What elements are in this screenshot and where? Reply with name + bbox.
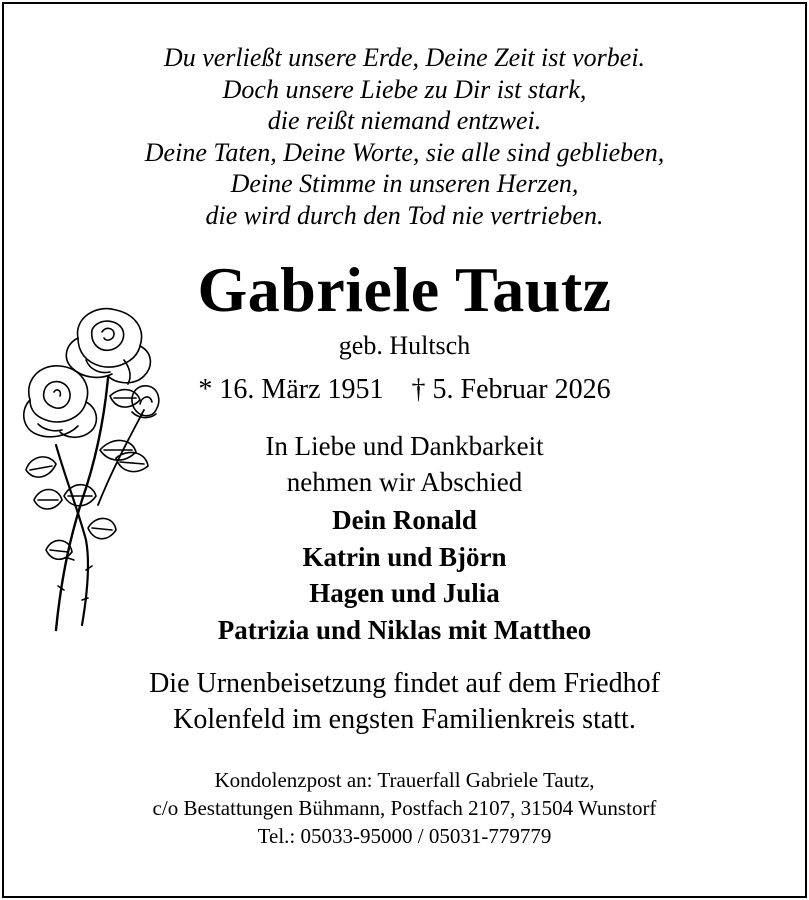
rose-illustration-icon bbox=[16, 300, 174, 640]
deceased-name: Gabriele Tautz bbox=[197, 254, 612, 325]
mourner: Hagen und Julia bbox=[309, 578, 500, 608]
farewell-line: nehmen wir Abschied bbox=[286, 467, 523, 497]
mourner: Katrin und Björn bbox=[302, 541, 507, 572]
burial-line: Die Urnenbeisetzung findet auf dem Friedhof bbox=[149, 668, 660, 699]
mourner: Dein Ronald bbox=[332, 505, 477, 535]
contact-line: c/o Bestattungen Bühmann, Postfach 2107, 31504 Wunstorf bbox=[152, 796, 657, 820]
poem-line: Deine Taten, Deine Worte, sie alle sind geblieben, bbox=[144, 137, 665, 167]
poem-line: Deine Stimme in unseren Herzen, bbox=[230, 169, 579, 198]
memorial-poem bbox=[0, 42, 809, 231]
burial-notice bbox=[0, 666, 809, 738]
birth-name: geb. Hultsch bbox=[338, 331, 471, 360]
death-date: † 5. Februar 2026 bbox=[411, 374, 611, 405]
burial-line: Kolenfeld im engsten Familienkreis statt. bbox=[173, 704, 636, 735]
poem-line: die wird durch den Tod nie vertrieben. bbox=[205, 200, 604, 230]
contact-line: Tel.: 05033-95000 / 05031-779779 bbox=[257, 824, 552, 848]
condolence-contact bbox=[0, 766, 809, 850]
birth-date: * 16. März 1951 bbox=[198, 374, 384, 405]
farewell-line: In Liebe und Dankbarkeit bbox=[265, 431, 544, 461]
poem-line: die reißt niemand entzwei. bbox=[267, 106, 542, 135]
poem-line: Doch unsere Liebe zu Dir ist stark, bbox=[222, 74, 587, 104]
mourner: Patrizia und Niklas mit Mattheo bbox=[217, 614, 592, 645]
poem-line: Du verließt unsere Erde, Deine Zeit ist vorbei. bbox=[163, 43, 646, 72]
contact-line: Kondolenzpost an: Trauerfall Gabriele Tautz, bbox=[214, 768, 595, 792]
